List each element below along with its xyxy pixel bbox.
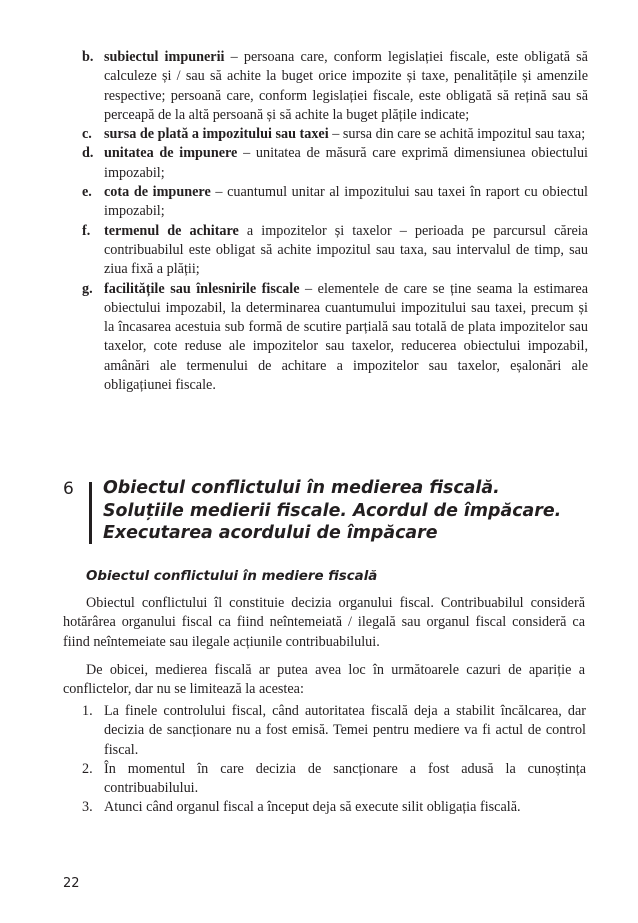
item-term: unitatea de impunere xyxy=(104,145,238,162)
item-term: cota de impunere xyxy=(104,184,211,201)
item-text: – elementele de care se ține seama la estimarea obiectului impozabil, la determinarea cuantumului impozitului sau taxei, precum și la încasarea acestuia sub formă de scutire parțială sau totală de plata impozitelor sau taxelor, cote reduse ale impozitelor sau taxelor, reducerea obiectului impozabil, amânări ale termenului de achitare a impozitelor sau taxelor, eșalonări ale obligațiunei fiscale. xyxy=(104,280,588,394)
case-number: 1. xyxy=(82,703,93,719)
case-text: Atunci când organul fiscal a început deja să execute silit obligația fiscală. xyxy=(104,799,521,816)
definition-item xyxy=(82,280,588,396)
item-text: a impozitelor și taxelor – perioada pe parcursul căreia contribuabilul este obligat să achite impozitul sau taxa, sau intervalul de timp, sau ziua fixă a plății; xyxy=(104,222,588,278)
definition-item xyxy=(82,48,588,125)
cases-list xyxy=(82,702,586,818)
definition-item xyxy=(82,183,588,222)
item-term: facilitățile sau înlesnirile fiscale xyxy=(104,280,300,297)
case-item xyxy=(82,798,586,817)
item-text: – cuantumul unitar al impozitului sau taxei în raport cu obiectul impozabil; xyxy=(104,184,588,220)
item-text: – unitatea de măsură care exprimă dimensiunea obiectului impozabil; xyxy=(104,145,588,181)
item-letter: b. xyxy=(82,49,94,65)
case-number: 2. xyxy=(82,760,93,777)
case-text: În momentul în care decizia de sancționare a fost adusă la cunoștința contribuabilului. xyxy=(104,760,586,797)
section-title: Obiectul conflictului în medierea fiscală. Soluțiile medierii fiscale. Acordul de împăcare. Executarea acordului de împăcare xyxy=(103,478,562,543)
definition-item xyxy=(82,222,588,280)
definition-item xyxy=(82,144,588,183)
item-letter: f. xyxy=(82,222,91,239)
item-term: subiectul impunerii xyxy=(104,49,225,65)
section-number: 6 xyxy=(63,479,74,499)
item-term: sursa de plată a impozitului sau taxei xyxy=(104,126,329,143)
paragraph: De obicei, medierea fiscală ar putea avea loc în următoarele cazuri de apariție a conflictelor, dar nu se limitează la acestea: xyxy=(63,662,585,698)
case-item xyxy=(82,760,586,799)
item-letter: g. xyxy=(82,280,93,297)
item-term: termenul de achitare xyxy=(104,222,239,239)
paragraph: Obiectul conflictului îl constituie decizia organului fiscal. Contribuabilul consideră hotărârea organului fiscal ca fiind neîntemeiată / ilegală sau organul fiscal consideră ca fiind neîntemeiate sau ilegale acțiunile contribuabilului. xyxy=(63,595,585,650)
case-text: La finele controlului fiscal, când autoritatea fiscală deja a stabilit încălcarea, dar decizia de sancționare nu a fost emisă. Temei pentru mediere va fi actul de control fiscal. xyxy=(104,703,586,758)
item-text: – sursa din care se achită impozitul sau taxa; xyxy=(328,126,586,143)
item-letter: c. xyxy=(82,126,92,143)
item-text: – persoana care, conform legislației fiscale, este obligată să calculeze și / sau să achite la buget orice impozite și taxe, penalitățile și amenzile respective; persoană care, conform legislației fiscale, este obligată să rețină sau să perceapă de la altă persoană și să achite la buget plățile indicate; xyxy=(104,49,588,123)
definitions-list xyxy=(82,48,588,395)
case-item xyxy=(82,702,586,760)
section-divider xyxy=(89,482,92,544)
case-number: 3. xyxy=(82,799,93,816)
item-letter: e. xyxy=(82,184,92,201)
page-number: 22 xyxy=(63,876,80,891)
definition-item xyxy=(82,125,588,144)
subheading: Obiectul conflictului în mediere fiscală xyxy=(86,569,378,584)
item-letter: d. xyxy=(82,145,94,162)
